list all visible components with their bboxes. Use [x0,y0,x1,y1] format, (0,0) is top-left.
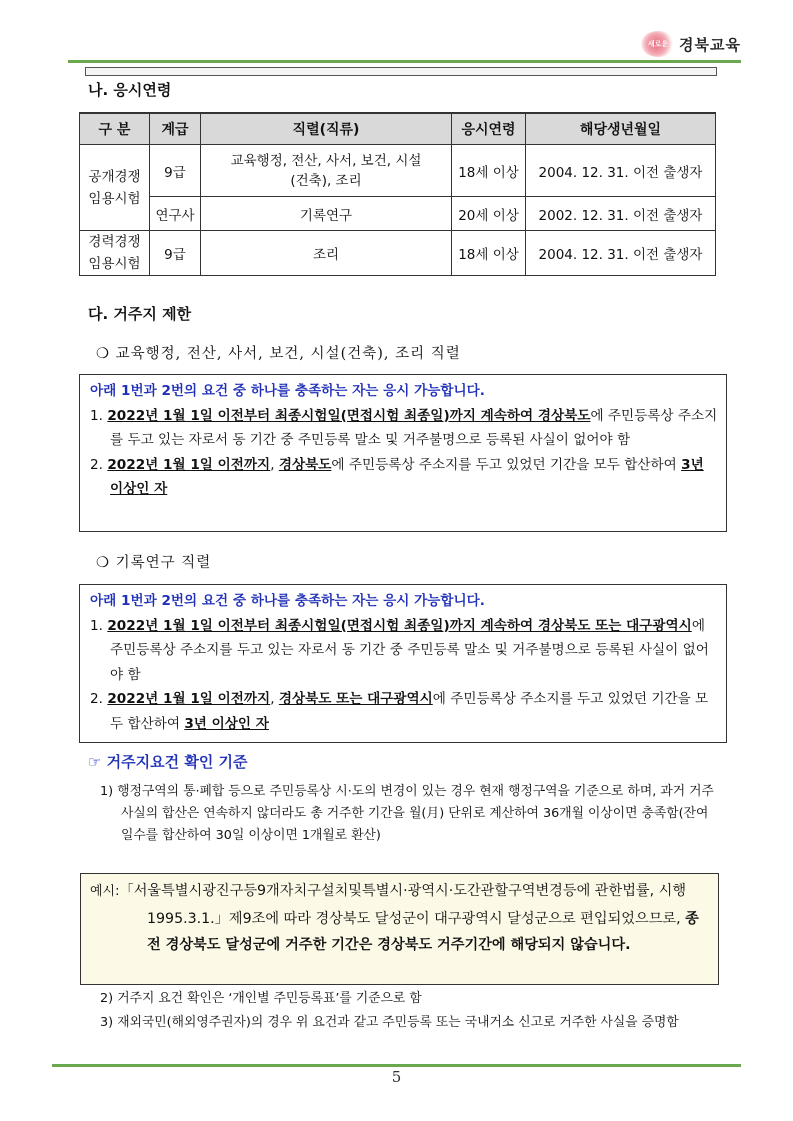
example-text: 「서울특별시광진구등9개자치구설치및특별시·광역시·도간관할구역변경등에 관한법률, 시행 1995.3.1.」제9조에 따라 경상북도 달성군이 대구광역시 달성군으로 편입되었으므로, [119,883,687,927]
item-number: 1. [90,617,103,634]
item-condition: 2022년 1월 1일 이전부터 최종시험일(면접시험 최종일)까지 계속하여 경상북도 또는 대구광역시 [107,617,692,634]
cell-age: 18세 이상 [452,145,526,197]
item-text: 에 주민등록상 주소지를 두고 있었던 기간을 모두 합산하여 [110,691,709,732]
cell-series: 교육행정, 전산, 사서, 보건, 시설(건축), 조리 [201,145,452,197]
cell-series: 기록연구 [201,197,452,231]
bullet-general-series: ❍ 교육행정, 전산, 사서, 보건, 시설(건축), 조리 직렬 [96,346,461,362]
criteria-note-3 [100,1012,720,1034]
cell-grade: 연구사 [150,197,201,231]
note-text: 행정구역의 통·폐합 등으로 주민등록상 시·도의 변경이 있는 경우 현재 행정구역을 기준으로 하며, 과거 거주 사실의 합산은 연속하지 않더라도 총 거주한 기간을 월(月) 단위로 계산하여 36개월 이상이면 충족함(잔여일수를 합산하여 30일 이상이면 1개월로 환산) [117,784,714,843]
page-number: 5 [391,1068,402,1086]
section-title-residence: 다. 거주지 제한 [88,305,192,323]
table-header-row [80,113,716,145]
box-intro: 아래 1번과 2번의 요건 중 하나를 충족하는 자는 응시 가능합니다. [90,383,485,399]
note-number: 1) [100,784,114,799]
footer-rule [52,1064,741,1067]
header-rule [68,60,741,63]
cell-group: 경력경쟁 임용시험 [80,231,150,276]
box-item-1 [90,614,719,688]
item-text: 에 주민등록상 주소지를 두고 있는 자로서 동 기간 중 주민등록 말소 및 거주불명으로 등록된 사실이 없어야 함 [110,407,718,448]
item-duration: 3년 이상인 자 [184,715,269,732]
col-header-grade: 계급 [150,113,201,145]
item-text: 에 주민등록상 주소지를 두고 있었던 기간을 모두 합산하여 [331,456,682,473]
cell-age: 20세 이상 [452,197,526,231]
table-row [80,197,716,231]
box-item-1 [90,404,719,453]
criteria-note-1 [100,781,720,847]
section-title-age: 나. 응시연령 [88,81,172,99]
logo-text: 경북교육 [679,35,741,54]
item-condition: 2022년 1월 1일 이전부터 최종시험일(면접시험 최종일)까지 계속하여 경상북도 [107,407,591,424]
note-text: 재외국민(해외영주권자)의 경우 위 요건과 같고 주민등록 또는 국내거소 신고로 거주한 사실을 증명함 [117,1015,679,1030]
cell-birth: 2004. 12. 31. 이전 출생자 [526,231,716,276]
criteria-note-2 [100,988,720,1010]
item-region: 경상북도 [278,456,332,473]
residence-box-records [79,584,727,743]
table-row [80,231,716,276]
item-separator: , [270,456,279,473]
example-content [90,878,710,959]
criteria-title: ☞ 거주지요건 확인 기준 [88,753,248,771]
example-box [80,873,719,985]
box-item-2 [90,453,719,502]
cell-grade: 9급 [150,231,201,276]
item-number: 2. [90,456,103,473]
item-number: 2. [90,691,103,707]
cell-birth: 2002. 12. 31. 이전 출생자 [526,197,716,231]
residence-box-general [79,374,727,532]
cell-series: 조리 [201,231,452,276]
box-item-2 [90,687,719,736]
age-table [79,112,716,276]
note-text: 거주지 요건 확인은 ‘개인별 주민등록표’를 기준으로 함 [117,991,422,1006]
item-separator: , [270,691,279,707]
col-header-age: 응시연령 [452,113,526,145]
item-date: 2022년 1월 1일 이전까지 [107,691,271,707]
title-bar [85,67,717,76]
logo-seal-text: 새로운 [647,40,669,48]
item-text: 에 주민등록상 주소지를 두고 있는 자로서 동 기간 중 주민등록 말소 및 거주불명으로 등록된 사실이 없어야 함 [110,617,709,683]
cell-age: 18세 이상 [452,231,526,276]
note-number: 3) [100,1015,114,1030]
example-emphasis: 종전 경상북도 달성군에 거주한 기간은 경상북도 거주기간에 해당되지 않습니다. [147,910,699,953]
cell-group: 공개경쟁 임용시험 [80,145,150,231]
cell-birth: 2004. 12. 31. 이전 출생자 [526,145,716,197]
item-date: 2022년 1월 1일 이전까지 [107,456,271,473]
header-logo [641,30,741,58]
logo-seal-icon [641,31,675,57]
cell-grade: 9급 [150,145,201,197]
table-row [80,145,716,197]
item-duration: 3년 이상인 자 [110,456,704,497]
col-header-series: 직렬(직류) [201,113,452,145]
item-number: 1. [90,407,103,424]
item-region: 경상북도 또는 대구광역시 [278,691,433,707]
example-label: 예시: [90,884,120,899]
col-header-birth: 해당생년월일 [526,113,716,145]
bullet-records-series: ❍ 기록연구 직렬 [96,555,212,571]
note-number: 2) [100,991,114,1006]
box-intro: 아래 1번과 2번의 요건 중 하나를 충족하는 자는 응시 가능합니다. [90,593,485,609]
col-header-category: 구 분 [80,113,150,145]
